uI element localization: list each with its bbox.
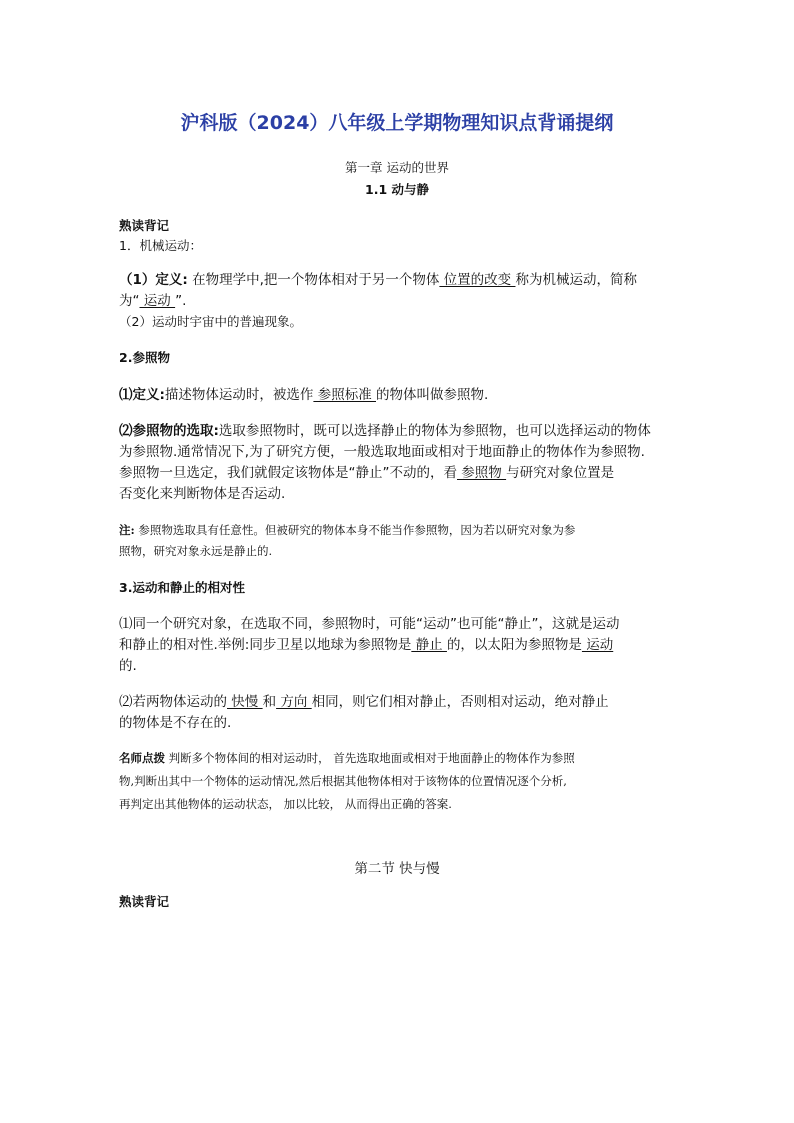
blank-answer: 静止 (411, 637, 447, 653)
item-1-1-label: （1）定义: (119, 272, 188, 288)
item-2-2-line3-a: 参照物一旦选定，我们就假定该物体是“静止”不动的，看 (119, 465, 457, 481)
document-title: 沪科版（2024）八年级上学期物理知识点背诵提纲 (180, 112, 614, 134)
note-1-line-1 (119, 524, 684, 538)
item-2-2-line1-text: 选取参照物时，既可以选择静止的物体为参照物，也可以选择运动的物体 (218, 423, 651, 439)
tip-line-2: 物,判断出其中一个物体的运动情况,然后根据其他物体相对于该物体的位置情况逐个分析, (119, 774, 567, 788)
section-heading: 1.1 动与静 (365, 182, 429, 197)
item-3-2-line-1 (119, 694, 684, 711)
item-1-1-text-b: 称为机械运动，简称 (515, 272, 637, 288)
blank-answer: 位置的改变 (439, 272, 516, 288)
item-3-2-c: 相同，则它们相对静止，否则相对运动，绝对静止 (311, 694, 609, 710)
item-3-2-a: ⑵若两物体运动的 (119, 694, 227, 710)
item-3-2-b: 和 (262, 694, 277, 710)
item-1-2: （2）运动时宇宙中的普遍现象。 (119, 314, 302, 329)
blank-answer: 参照物 (457, 465, 507, 481)
item-1-1-line-2 (119, 293, 684, 310)
blank-answer: 运动 (581, 637, 614, 653)
item-2-heading: 2.参照物 (119, 350, 170, 365)
item-2-2-line-4: 否变化来判断物体是否运动. (119, 486, 286, 502)
item-2-2-line-2: 为参照物.通常情况下,为了研究方便，一般选取地面或相对于地面静止的物体作为参照物. (119, 444, 645, 460)
item-2-1-label: ⑴定义: (119, 387, 165, 403)
tip-line-1 (119, 752, 684, 766)
item-3-2-line-2: 的物体是不存在的. (119, 715, 232, 731)
item-1-1-text-a: 在物理学中,把一个物体相对于另一个物体 (187, 272, 440, 288)
study-heading: 熟读背记 (119, 218, 170, 233)
note-1-line-2: 照物，研究对象永远是静止的. (119, 544, 273, 558)
blank-answer: 方向 (276, 694, 312, 710)
item-1-1-line-1 (119, 272, 684, 289)
item-3-1-line2-a: 和静止的相对性.举例:同步卫星以地球为参照物是 (119, 637, 412, 653)
blank-answer: 快慢 (227, 694, 263, 710)
item-3-heading: 3.运动和静止的相对性 (119, 580, 245, 595)
blank-answer: 运动 (139, 293, 176, 309)
chapter-heading: 第一章 运动的世界 (345, 160, 449, 175)
note-label: 注: (119, 523, 135, 537)
item-3-1-line-2 (119, 637, 684, 654)
item-2-1-text-a: 描述物体运动时，被选作 (164, 387, 314, 403)
tip-line-3: 再判定出其他物体的运动状态， 加以比较， 从而得出正确的答案. (119, 797, 452, 811)
item-3-1-line-1: ⑴同一个研究对象，在选取不同，参照物时，可能“运动”也可能“静止”，这就是运动 (119, 616, 620, 632)
item-2-2-label: ⑵参照物的选取: (119, 423, 219, 439)
study-heading-2: 熟读背记 (119, 894, 170, 909)
item-2-1 (119, 387, 684, 404)
blank-answer: 参照标准 (313, 387, 376, 403)
item-2-2-line-3 (119, 465, 684, 482)
note-1-text: 参照物选取具有任意性。但被研究的物体本身不能当作参照物，因为若以研究对象为参 (134, 523, 576, 537)
tip-label: 名师点拨 (119, 751, 165, 765)
item-2-1-text-b: 的物体叫做参照物. (376, 387, 489, 403)
item-1-1-line2-b: ”. (175, 293, 187, 309)
tip-text-1: 判断多个物体间的相对运动时， 首先选取地面或相对于地面静止的物体作为参照 (165, 751, 575, 765)
item-3-1-line-3: 的. (119, 658, 137, 674)
item-1-heading: 1．机械运动： (119, 238, 202, 253)
item-2-2-line3-b: 与研究对象位置是 (506, 465, 615, 481)
item-2-2-line-1 (119, 423, 684, 440)
item-3-1-line2-b: 的，以太阳为参照物是 (446, 637, 582, 653)
section-2-heading: 第二节 快与慢 (354, 861, 440, 877)
item-1-1-line2-a: 为“ (119, 293, 140, 309)
